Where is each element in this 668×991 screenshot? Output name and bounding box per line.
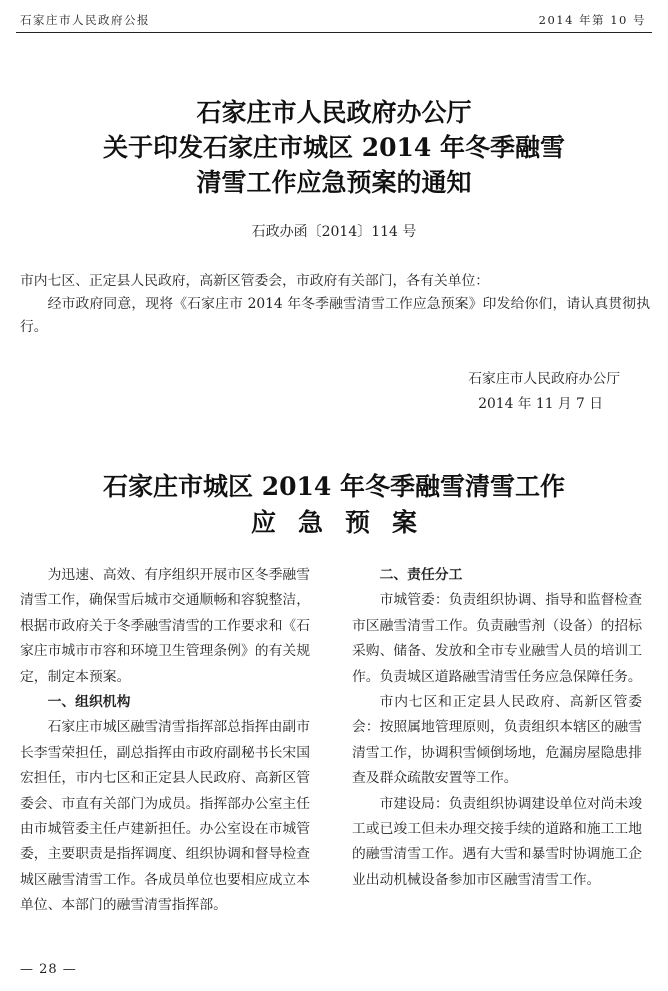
section-paragraph: 市城管委：负责组织协调、指导和监督检查市区融雪清雪工作。负责融雪剂（设备）的招标采购、储备、发放和全市专业融雪人员的培训工作。负责城区道路融雪清雪任务应急保障任务。 [352,592,642,685]
issue-date: 2014 年 11 月 7 日 [478,396,603,412]
section-paragraph: 市内七区和正定县人民政府、高新区管委会：按照属地管理原则，负责组织本辖区的融雪清雪工作，协调积雪倾倒场地，危漏房屋隐患排查及群众疏散安置等工作。 [352,694,642,787]
notice-title-line: 关于印发石家庄市城区 2014 年冬季融雪 [103,133,565,162]
section-heading: 一、组织机构 [47,694,131,711]
plan-intro: 为迅速、高效、有序组织开展市区冬季融雪清雪工作，确保雪后城市交通顺畅和容貌整洁，根据市政府关于冬季融雪清雪的工作要求和《石家庄市城市市容和环境卫生管理条例》的有关规定，制定本预案。 [20,567,310,685]
left-column [20,563,310,919]
right-column [352,563,642,893]
section-heading: 二、责任分工 [379,567,463,583]
issue-number: 2014 年第 10 号 [538,13,646,27]
section-paragraph: 石家庄市城区融雪清雪指挥部总指挥由副市长李雪荣担任，副总指挥由市政府副秘书长宋国宏担任，市内七区和正定县人民政府、高新区管委会、市直有关部门为成员。指挥部办公室主任由市城管委主任卢建新担任。办公室设在市城管委，主要职责是指挥调度、组织协调和督导检查城区融雪清雪工作。各成员单位也要相应成立本单位、本部门的融雪清雪指挥部。 [20,719,310,914]
document-number: 石政办函〔2014〕114 号 [251,224,417,240]
page-number: — 28 — [20,962,77,977]
plan-title [0,469,668,541]
plan-title-line: 应急预案 [250,508,439,537]
header-divider [16,32,652,33]
plan-title-line: 石家庄市城区 2014 年冬季融雪清雪工作 [103,472,565,501]
issuer-signature: 石家庄市人民政府办公厅 [468,371,620,387]
addressee: 市内七区、正定县人民政府，高新区管委会，市政府有关部门，各有关单位： [20,273,490,289]
notice-title-line: 清雪工作应急预案的通知 [196,168,472,197]
notice-title-line: 石家庄市人民政府办公厅 [196,98,472,127]
notice-title [0,95,668,200]
section-paragraph: 市建设局：负责组织协调建设单位对尚未竣工或已竣工但未办理交接手续的道路和施工工地的融雪清雪工作。遇有大雪和暴雪时协调施工企业出动机械设备参加市区融雪清雪工作。 [352,795,642,888]
gazette-name: 石家庄市人民政府公报 [20,13,150,27]
notice-body: 经市政府同意，现将《石家庄市 2014 年冬季融雪清雪工作应急预案》印发给你们，请认真贯彻执行。 [20,296,650,335]
